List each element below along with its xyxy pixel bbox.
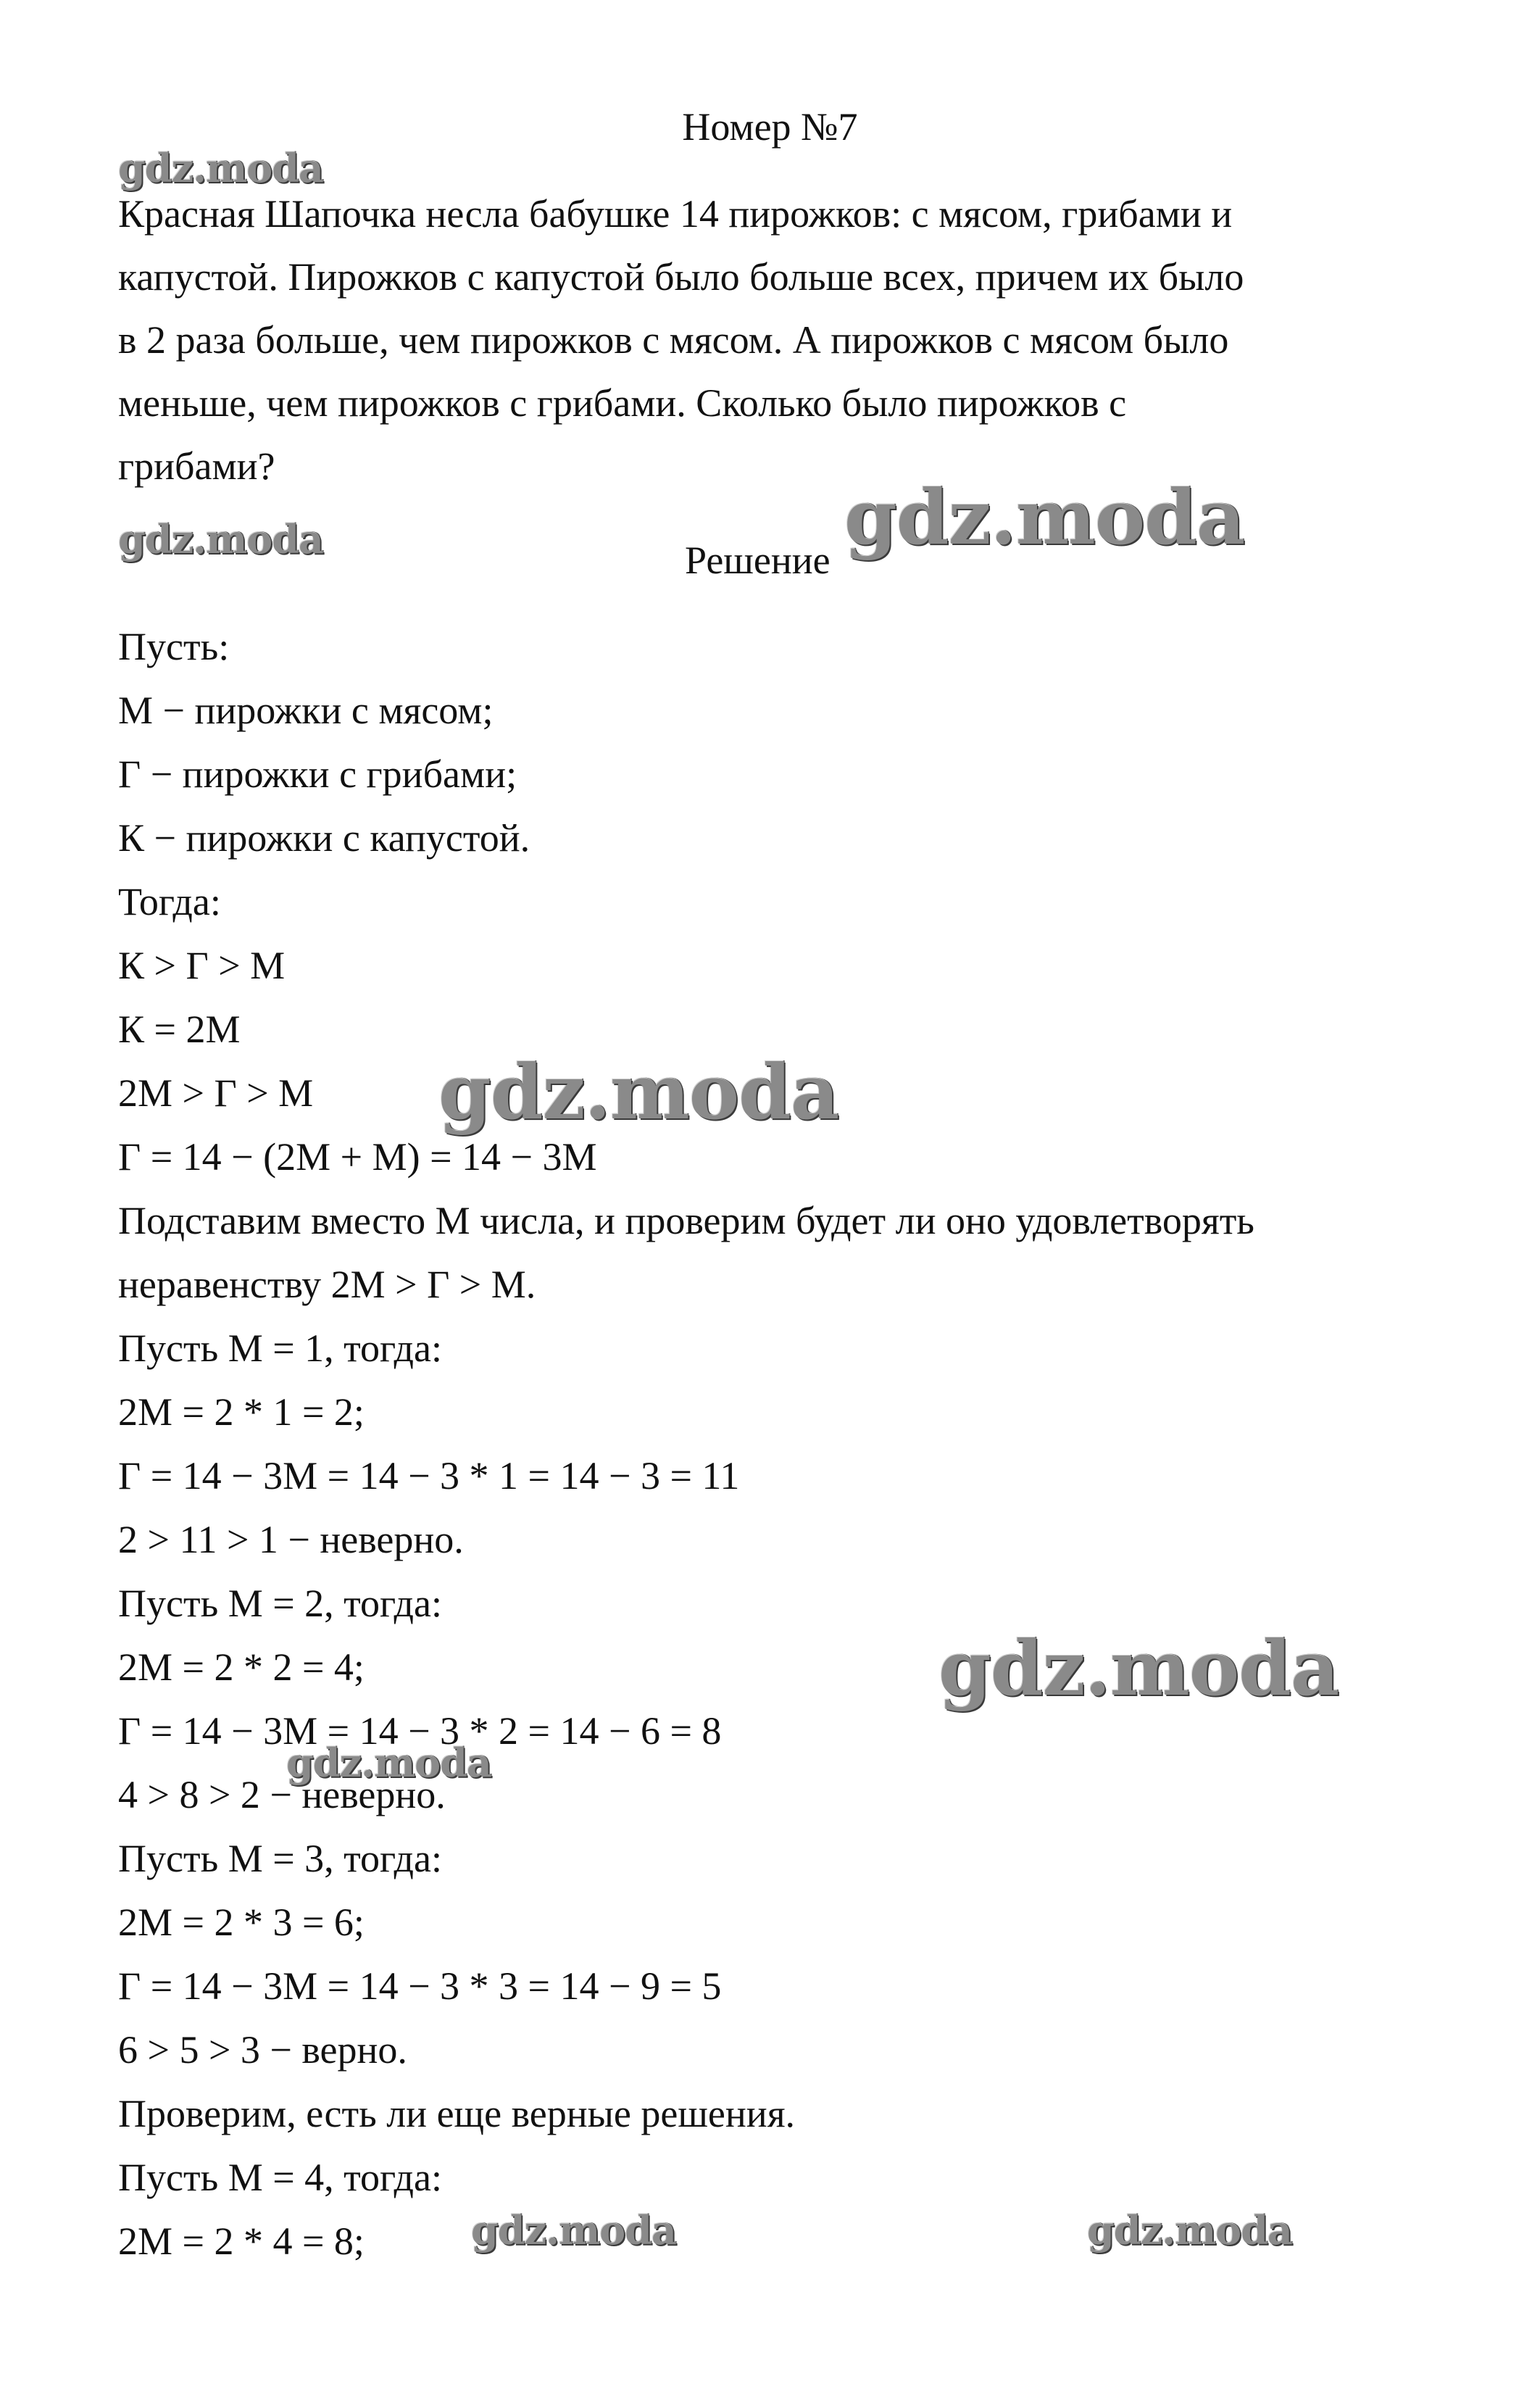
solution-line: Пусть:	[118, 625, 230, 668]
solution-line: М − пирожки с мясом;	[118, 689, 494, 732]
solution-line: 2М = 2 * 4 = 8;	[118, 2219, 365, 2263]
watermark: gdz.moda	[118, 145, 323, 191]
solution-line: К = 2М	[118, 1008, 241, 1051]
solution-line: 2 > 11 > 1 − неверно.	[118, 1518, 464, 1561]
solution-line: Тогда:	[118, 880, 221, 923]
solution-line: Г = 14 − (2М + М) = 14 − 3М	[118, 1135, 597, 1179]
solution-line: 2М = 2 * 2 = 4;	[118, 1645, 365, 1689]
watermark: gdz.moda	[1087, 2207, 1292, 2254]
watermark: gdz.moda	[471, 2207, 676, 2254]
problem-line: в 2 раза больше, чем пирожков с мясом. А пирожков с мясом было	[118, 318, 1229, 362]
solution-line: Г = 14 − 3М = 14 − 3 * 2 = 14 − 6 = 8	[118, 1709, 722, 1753]
problem-line: Красная Шапочка несла бабушке 14 пирожков: с мясом, грибами и	[118, 192, 1233, 236]
problem-line: меньше, чем пирожков с грибами. Сколько было пирожков с	[118, 381, 1127, 425]
solution-line: 2М > Г > М	[118, 1071, 314, 1115]
solution-line: Проверим, есть ли еще верные решения.	[118, 2092, 796, 2135]
solution-line: Пусть М = 4, тогда:	[118, 2156, 442, 2199]
page-title: Номер №7	[682, 105, 858, 149]
solution-line: Пусть М = 1, тогда:	[118, 1326, 442, 1370]
solution-line: Г = 14 − 3М = 14 − 3 * 1 = 14 − 3 = 11	[118, 1454, 740, 1498]
solution-line: Г − пирожки с грибами;	[118, 752, 517, 796]
watermark: gdz.moda	[938, 1624, 1339, 1713]
solution-line: 6 > 5 > 3 − верно.	[118, 2028, 407, 2072]
problem-line: капустой. Пирожков с капустой было больше всех, причем их было	[118, 255, 1244, 299]
solution-heading: Решение	[685, 539, 831, 582]
solution-line: неравенству 2М > Г > М.	[118, 1263, 536, 1306]
solution-line: Подставим вместо М числа, и проверим будет ли оно удовлетворять	[118, 1199, 1254, 1242]
solution-line: Г = 14 − 3М = 14 − 3 * 3 = 14 − 9 = 5	[118, 1964, 722, 2008]
solution-line: К > Г > М	[118, 944, 286, 987]
solution-line: 2М = 2 * 1 = 2;	[118, 1390, 365, 1434]
problem-line: грибами?	[118, 444, 275, 488]
solution-line: К − пирожки с капустой.	[118, 816, 530, 860]
watermark: gdz.moda	[286, 1740, 491, 1786]
solution-line: Пусть М = 2, тогда:	[118, 1582, 442, 1625]
solution-line: 4 > 8 > 2 − неверно.	[118, 1773, 446, 1816]
solution-line: Пусть М = 3, тогда:	[118, 1837, 442, 1880]
watermark: gdz.moda	[844, 473, 1245, 562]
watermark: gdz.moda	[438, 1047, 839, 1137]
watermark: gdz.moda	[118, 516, 323, 562]
solution-line: 2М = 2 * 3 = 6;	[118, 1901, 365, 1944]
